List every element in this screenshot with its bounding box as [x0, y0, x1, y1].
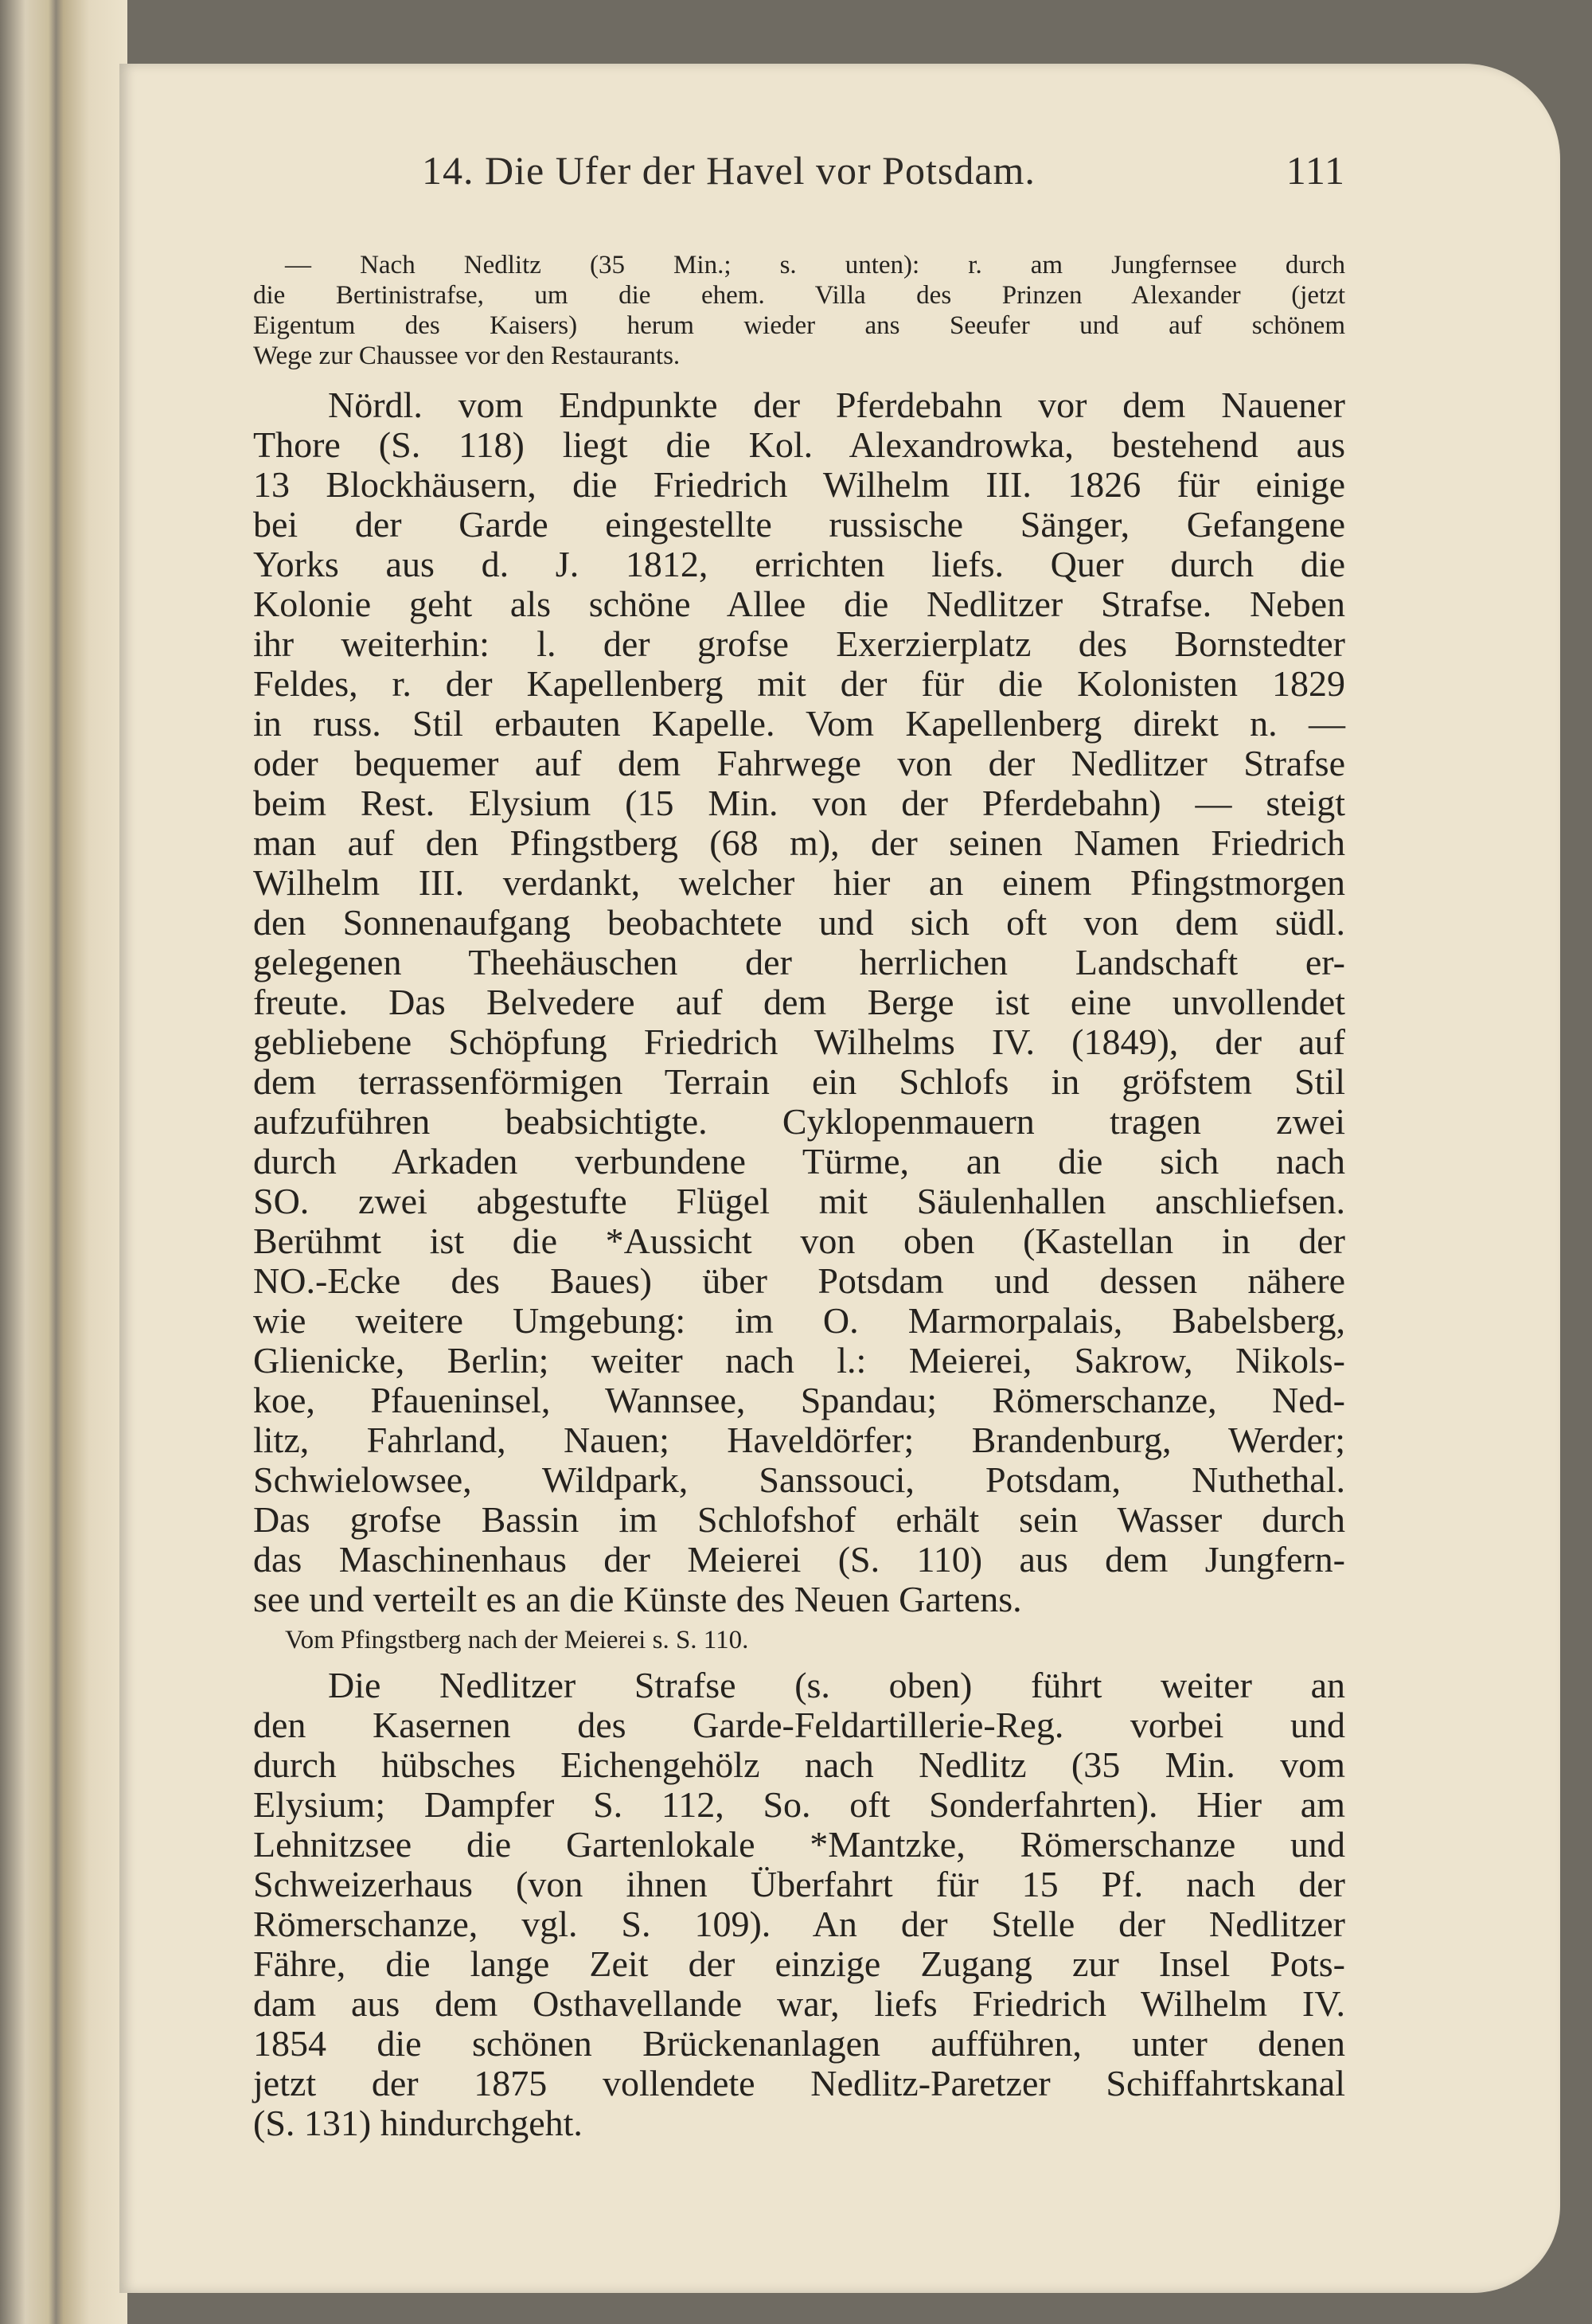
- text-line: Schweizerhaus (von ihnen Überfahrt für 15 Pf. nach der: [253, 1864, 1345, 1904]
- running-header: [422, 147, 1345, 203]
- text-line: Glienicke, Berlin; weiter nach l.: Meierei, Sakrow, Nikols-: [253, 1340, 1345, 1381]
- text-line: Elysium; Dampfer S. 112, So. oft Sonderfahrten). Hier am: [253, 1784, 1345, 1825]
- text-line: dem terrassenförmigen Terrain ein Schlofs in gröfstem Stil: [253, 1061, 1345, 1102]
- text-line: Die Nedlitzer Strafse (s. oben) führt weiter an: [328, 1665, 1345, 1705]
- text-line: durch hübsches Eichengehölz nach Nedlitz (35 Min. vom: [253, 1744, 1345, 1785]
- text-line: oder bequemer auf dem Fahrwege von der Nedlitzer Strafse: [253, 743, 1345, 783]
- text-line: aufzuführen beabsichtigte. Cyklopenmauern tragen zwei: [253, 1101, 1345, 1142]
- text-line: Feldes, r. der Kapellenberg mit der für die Kolonisten 1829: [253, 663, 1345, 704]
- text-line: wie weitere Umgebung: im O. Marmorpalais, Babelsberg,: [253, 1300, 1345, 1341]
- book-gutter: [0, 0, 127, 2324]
- text-line: gebliebene Schöpfung Friedrich Wilhelms IV. (1849), der auf: [253, 1021, 1345, 1062]
- text-line: gelegenen Theehäuschen der herrlichen Landschaft er-: [253, 942, 1345, 982]
- text-line: Nördl. vom Endpunkte der Pferdebahn vor dem Nauener: [328, 385, 1345, 425]
- text-line: dam aus dem Osthavellande war, liefs Friedrich Wilhelm IV.: [253, 1983, 1345, 2024]
- text-line: Kolonie geht als schöne Allee die Nedlitzer Strafse. Neben: [253, 584, 1345, 624]
- text-line: jetzt der 1875 vollendete Nedlitz-Paretzer Schiffahrtskanal: [253, 2063, 1345, 2103]
- text-line: Römerschanze, vgl. S. 109). An der Stelle der Nedlitzer: [253, 1904, 1345, 1944]
- text-line: 1854 die schönen Brückenanlagen aufführen, unter denen: [253, 2023, 1345, 2064]
- text-line: freute. Das Belvedere auf dem Berge ist eine unvollendet: [253, 982, 1345, 1022]
- note-line: die Bertinistrafse, um die ehem. Villa des Prinzen Alexander (jetzt: [253, 281, 1345, 310]
- text-line: ihr weiterhin: l. der grofse Exerzierplatz des Bornstedter: [253, 623, 1345, 664]
- text-line: man auf den Pfingstberg (68 m), der seinen Namen Friedrich: [253, 822, 1345, 863]
- text-line: Das grofse Bassin im Schlofshof erhält sein Wasser durch: [253, 1499, 1345, 1540]
- text-line: NO.-Ecke des Baues) über Potsdam und dessen nähere: [253, 1260, 1345, 1301]
- text-line: see und verteilt es an die Künste des Neuen Gartens.: [253, 1579, 1022, 1619]
- text-line: SO. zwei abgestufte Flügel mit Säulenhallen anschliefsen.: [253, 1181, 1345, 1221]
- text-line: Schwielowsee, Wildpark, Sanssouci, Potsdam, Nuthethal.: [253, 1459, 1345, 1500]
- text-line: in russ. Stil erbauten Kapelle. Vom Kapellenberg direkt n. —: [253, 703, 1345, 744]
- text-line: Fähre, die lange Zeit der einzige Zugang zur Insel Pots-: [253, 1943, 1345, 1984]
- text-line: Thore (S. 118) liegt die Kol. Alexandrowka, bestehend aus: [253, 424, 1345, 465]
- text-line: Wilhelm III. verdankt, welcher hier an einem Pfingstmorgen: [253, 862, 1345, 903]
- text-line: (S. 131) hindurchgeht.: [253, 2103, 583, 2143]
- text-line: bei der Garde eingestellte russische Sänger, Gefangene: [253, 504, 1345, 545]
- text-line: das Maschinenhaus der Meierei (S. 110) aus dem Jungfern-: [253, 1539, 1345, 1580]
- note-line: — Nach Nedlitz (35 Min.; s. unten): r. am Jungfernsee durch: [285, 251, 1345, 279]
- chapter-title: 14. Die Ufer der Havel vor Potsdam.: [422, 148, 1036, 193]
- text-line: den Sonnenaufgang beobachtete und sich oft von dem südl.: [253, 902, 1345, 943]
- text-line: koe, Pfaueninsel, Wannsee, Spandau; Römerschanze, Ned-: [253, 1380, 1345, 1420]
- text-line: litz, Fahrland, Nauen; Haveldörfer; Brandenburg, Werder;: [253, 1420, 1345, 1460]
- text-line: Berühmt ist die *Aussicht von oben (Kastellan in der: [253, 1221, 1345, 1261]
- text-line: beim Rest. Elysium (15 Min. von der Pferdebahn) — steigt: [253, 783, 1345, 823]
- note-line: Vom Pfingstberg nach der Meierei s. S. 110.: [285, 1626, 749, 1654]
- text-line: durch Arkaden verbundene Türme, an die sich nach: [253, 1141, 1345, 1182]
- note-line: Eigentum des Kaisers) herum wieder ans Seeufer und auf schönem: [253, 311, 1345, 340]
- page-number: 111: [1286, 148, 1345, 193]
- note-line: Wege zur Chaussee vor den Restaurants.: [253, 342, 681, 370]
- text-line: Lehnitzsee die Gartenlokale *Mantzke, Römerschanze und: [253, 1824, 1345, 1865]
- text-line: Yorks aus d. J. 1812, errichten liefs. Quer durch die: [253, 544, 1345, 584]
- text-line: 13 Blockhäusern, die Friedrich Wilhelm III. 1826 für einige: [253, 464, 1345, 505]
- text-line: den Kasernen des Garde-Feldartillerie-Reg. vorbei und: [253, 1705, 1345, 1745]
